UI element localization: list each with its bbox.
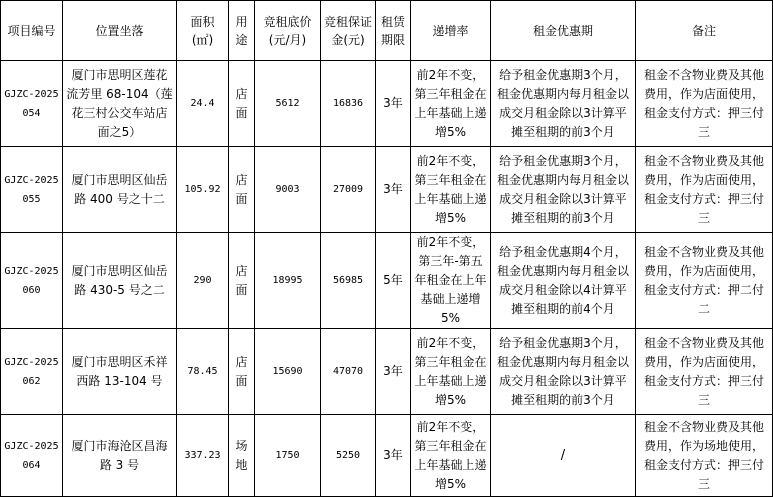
- cell-remark: 租金不含物业费及其他费用，作为店面使用，租金支付方式：押二付二: [636, 233, 773, 329]
- cell-term: 3年: [376, 415, 411, 497]
- cell-deposit: 56985: [321, 233, 376, 329]
- cell-discount: 给予租金优惠期3个月，租金优惠期内每月租金以成交月租金除以3计算平摊至租期的前3个月: [491, 61, 636, 147]
- cell-location: 厦门市海沧区昌海路 3 号: [63, 415, 177, 497]
- cell-remark: 租金不含物业费及其他费用，作为店面使用，租金支付方式：押三付三: [636, 329, 773, 415]
- cell-remark: 租金不含物业费及其他费用，作为店面使用，租金支付方式：押三付三: [636, 61, 773, 147]
- cell-use: 店面: [229, 329, 255, 415]
- cell-deposit: 16836: [321, 61, 376, 147]
- header-increase: 递增率: [411, 1, 491, 61]
- cell-increase: 前2年不变，第三年-第五年租金在上年基础上递增5%: [411, 233, 491, 329]
- cell-term: 3年: [376, 329, 411, 415]
- cell-price: 5612: [255, 61, 321, 147]
- cell-deposit: 5250: [321, 415, 376, 497]
- table-row: [1, 233, 773, 329]
- table-row: [1, 61, 773, 147]
- header-remark: 备注: [636, 1, 773, 61]
- cell-location: 厦门市思明区仙岳路 400 号之十二: [63, 147, 177, 233]
- header-term: 租赁期限: [376, 1, 411, 61]
- cell-area: 105.92: [177, 147, 229, 233]
- cell-id: GJZC-2025054: [1, 61, 63, 147]
- cell-area: 290: [177, 233, 229, 329]
- cell-location: 厦门市思明区禾祥西路 13-104 号: [63, 329, 177, 415]
- cell-price: 1750: [255, 415, 321, 497]
- table-row: [1, 147, 773, 233]
- cell-location: 厦门市思明区仙岳路 430-5 号之二: [63, 233, 177, 329]
- cell-use: 店面: [229, 233, 255, 329]
- header-area: 面积(㎡): [177, 1, 229, 61]
- cell-increase: 前2年不变，第三年租金在上年基础上递增5%: [411, 329, 491, 415]
- cell-discount: 给予租金优惠期3个月，租金优惠期内每月租金以成交月租金除以3计算平摊至租期的前3个月: [491, 147, 636, 233]
- cell-deposit: 47070: [321, 329, 376, 415]
- table-row: [1, 415, 773, 497]
- cell-discount: 给予租金优惠期3个月，租金优惠期内每月租金以成交月租金除以3计算平摊至租期的前3个月: [491, 329, 636, 415]
- cell-term: 3年: [376, 147, 411, 233]
- cell-discount: /: [491, 415, 636, 497]
- cell-term: 3年: [376, 61, 411, 147]
- table-row: [1, 329, 773, 415]
- header-discount: 租金优惠期: [491, 1, 636, 61]
- cell-increase: 前2年不变，第三年租金在上年基础上递增5%: [411, 415, 491, 497]
- cell-area: 337.23: [177, 415, 229, 497]
- header-price: 竞租底价(元/月): [255, 1, 321, 61]
- cell-price: 15690: [255, 329, 321, 415]
- cell-price: 18995: [255, 233, 321, 329]
- header-location: 位置坐落: [63, 1, 177, 61]
- cell-location: 厦门市思明区莲花流芳里 68-104（莲花三村公交车站店面之5）: [63, 61, 177, 147]
- header-use: 用途: [229, 1, 255, 61]
- cell-use: 店面: [229, 147, 255, 233]
- cell-use: 店面: [229, 61, 255, 147]
- cell-remark: 租金不含物业费及其他费用，作为店面使用，租金支付方式：押三付三: [636, 147, 773, 233]
- header-id: 项目编号: [1, 1, 63, 61]
- cell-area: 78.45: [177, 329, 229, 415]
- cell-use: 场地: [229, 415, 255, 497]
- cell-area: 24.4: [177, 61, 229, 147]
- cell-increase: 前2年不变，第三年租金在上年基础上递增5%: [411, 61, 491, 147]
- header-row: [1, 1, 773, 61]
- header-deposit: 竞租保证金(元): [321, 1, 376, 61]
- cell-discount: 给予租金优惠期4个月，租金优惠期内每月租金以成交月租金除以4计算平摊至租期的前4个月: [491, 233, 636, 329]
- cell-increase: 前2年不变，第三年租金在上年基础上递增5%: [411, 147, 491, 233]
- cell-id: GJZC-2025064: [1, 415, 63, 497]
- cell-id: GJZC-2025062: [1, 329, 63, 415]
- cell-id: GJZC-2025055: [1, 147, 63, 233]
- cell-remark: 租金不含物业费及其他费用，作为场地使用，租金支付方式：押三付三: [636, 415, 773, 497]
- cell-price: 9003: [255, 147, 321, 233]
- cell-term: 5年: [376, 233, 411, 329]
- cell-id: GJZC-2025060: [1, 233, 63, 329]
- cell-deposit: 27009: [321, 147, 376, 233]
